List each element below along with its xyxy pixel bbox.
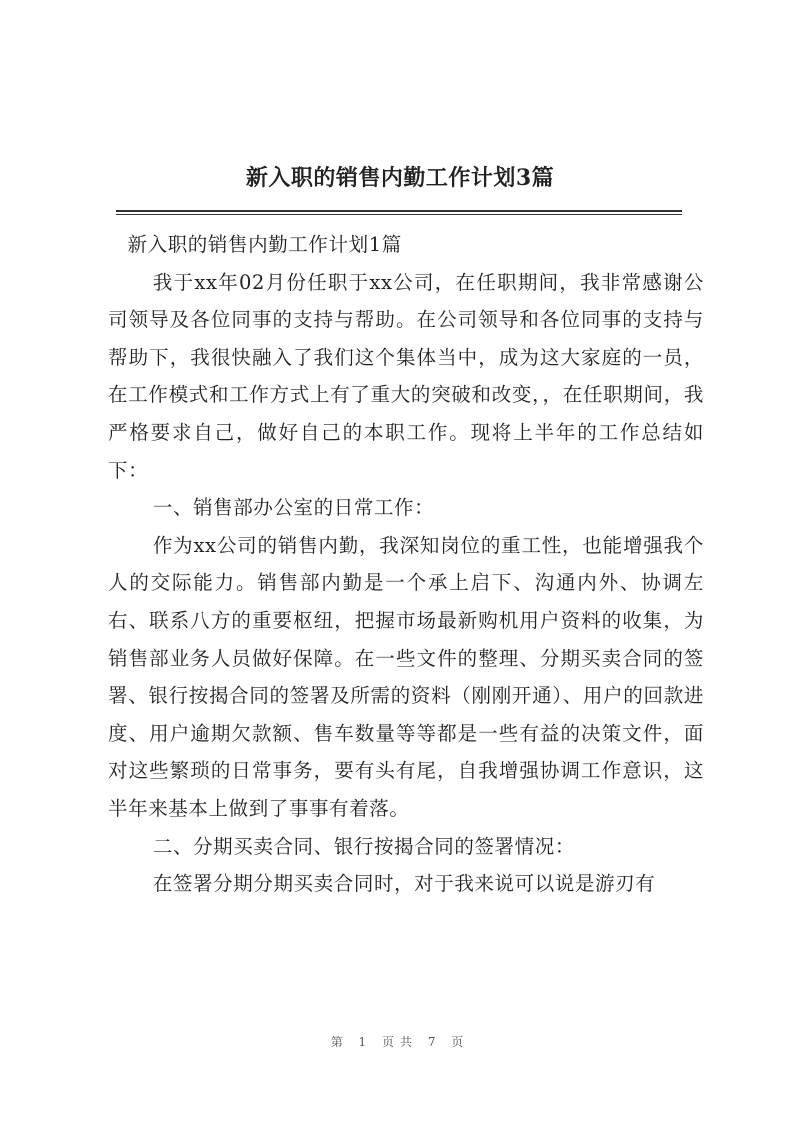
section-heading-1: 一、销售部办公室的日常工作： xyxy=(152,496,435,520)
section-heading-2: 二、分期买卖合同、银行按揭合同的签署情况： xyxy=(152,834,575,858)
paragraph-contracts: 在签署分期分期买卖合同时，对于我来说可以说是游刃有 xyxy=(152,872,656,896)
paragraph-intro: 我于xx年02月份任职于xx公司，在任职期间，我非常感谢公司领导及各位同事的支持与帮助。在公司领导和各位同事的支持与帮助下，我很快融入了我们这个集体当中，成为这大家庭的一员，在工作模式和工作方式上有了重大的突破和改变，，在任职期间，我严格要求自己，做好自己的本职工作。现将上半年的工作总结如下： xyxy=(108,270,704,482)
section-subtitle: 新入职的销售内勤工作计划1篇 xyxy=(127,233,402,256)
page-number: 第 1 页共 7 页 xyxy=(330,1035,470,1049)
page-title: 新入职的销售内勤工作计划3篇 xyxy=(245,165,555,191)
paragraph-daily-work: 作为xx公司的销售内勤，我深知岗位的重工性，也能增强我个人的交际能力。销售部内勤是一个承上启下、沟通内外、协调左右、联系八方的重要枢纽，把握市场最新购机用户资料的收集，为销售部业务人员做好保障。在一些文件的整理、分期买卖合同的签署、银行按揭合同的签署及所需的资料（刚刚开通）、用户的回款进度、用户逾期欠款额、售车数量等等都是一些有益的决策文件，面对这些繁琐的日常事务，要有头有尾，自我增强协调工作意识，这半年来基本上做到了事事有着落。 xyxy=(108,533,704,820)
document-body xyxy=(108,226,704,903)
title-divider xyxy=(116,210,682,212)
title-divider-thin xyxy=(116,214,682,215)
